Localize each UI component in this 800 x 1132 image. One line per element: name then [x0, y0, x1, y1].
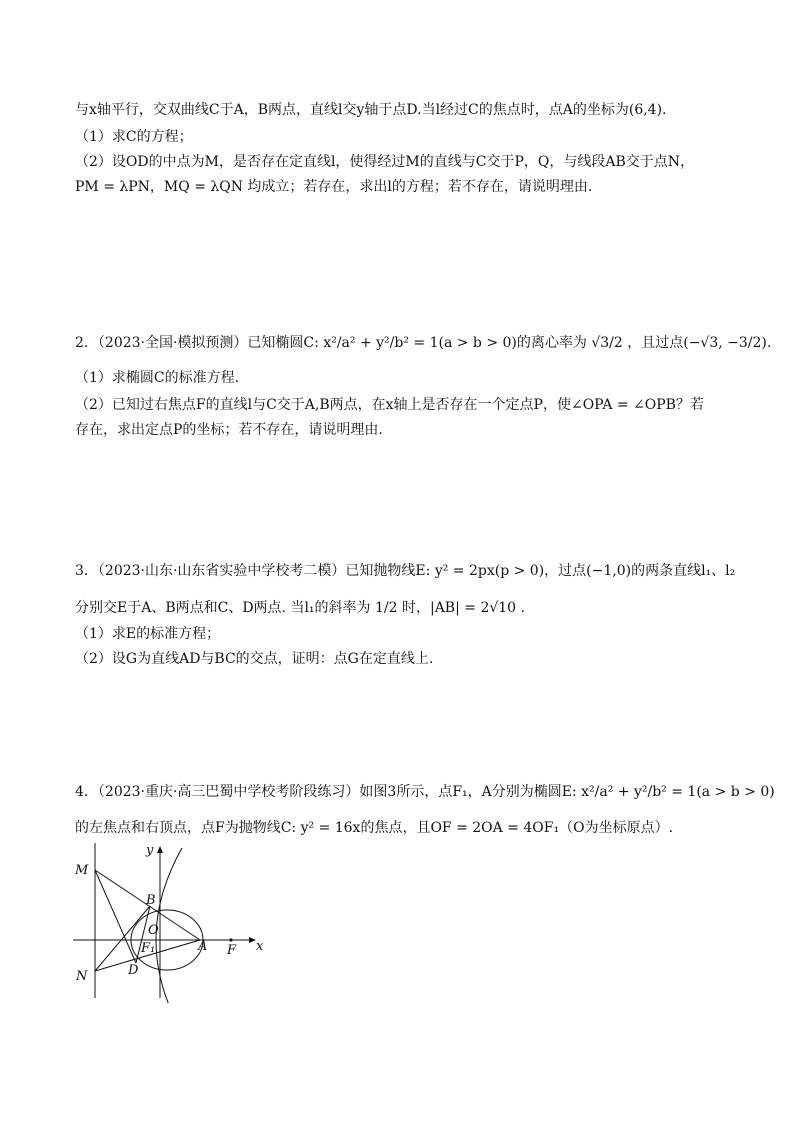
problem1-question2-part2: PM = λPN，MQ = λQN 均成立；若存在，求出l的方程；若不存在，请说明理由.	[75, 179, 593, 195]
problem3-question2: （2）设G为直线AD与BC的交点，证明：点G在定直线上.	[75, 651, 434, 667]
ellipse-parabola-figure	[70, 838, 270, 1003]
label-N: N	[76, 969, 88, 984]
problem2-question2-part1: （2）已知过右焦点F的直线l与C交于A,B两点，在x轴上是否存在一个定点P，使∠OPA = ∠OPB？若	[75, 397, 704, 413]
problem3-question1: （1）求E的标准方程；	[75, 626, 221, 642]
problem1-question2-part1: （2）设OD的中点为M，是否存在定直线l，使得经过M的直线与C交于P，Q，与线段AB交于点N，	[75, 154, 695, 170]
problem2-question2-part2: 存在，求出定点P的坐标；若不存在，请说明理由.	[75, 422, 383, 438]
problem3-statement-line2: 分别交E于A、B两点和C、D两点. 当l₁的斜率为 1/2 时，|AB| = 2√10 .	[75, 600, 525, 616]
label-D: D	[128, 963, 139, 978]
problem3-statement: 3．（2023·山东·山东省实验中学校考二模）已知抛物线E: y² = 2px(p > 0)，过点(−1,0)的两条直线l₁、l₂	[75, 563, 736, 579]
problem1-line1: 与x轴平行，交双曲线C于A，B两点，直线l交y轴于点D.当l经过C的焦点时，点A的坐标为(6,4).	[75, 102, 667, 118]
label-M: M	[75, 863, 89, 878]
problem2-question1: （1）求椭圆C的标准方程.	[75, 370, 240, 386]
problem2-statement: 2．（2023·全国·模拟预测）已知椭圆C: x²/a² + y²/b² = 1(a > b > 0)的离心率为 √3/2 ，且过点(−√3, −3/2).	[75, 335, 772, 351]
label-B: B	[146, 893, 156, 908]
label-A: A	[198, 939, 208, 954]
label-y: y	[146, 843, 154, 858]
problem1-question1: （1）求C的方程；	[75, 129, 193, 145]
label-x: x	[256, 939, 264, 954]
point-F	[229, 938, 232, 941]
label-F1: F₁	[141, 941, 156, 956]
problem4-statement-line2: 的左焦点和右顶点，点F为抛物线C: y² = 16x的焦点，且OF = 2OA = 4OF₁（O为坐标原点）.	[75, 820, 674, 836]
label-O: O	[148, 923, 159, 938]
problem4-statement: 4．（2023·重庆·高三巴蜀中学校考阶段练习）如图3所示，点F₁，A分别为椭圆E: x²/a² + y²/b² = 1(a > b > 0)	[75, 784, 775, 800]
x-axis-arrow	[249, 937, 256, 943]
label-F: F	[227, 943, 237, 958]
y-axis-arrow	[157, 846, 163, 853]
